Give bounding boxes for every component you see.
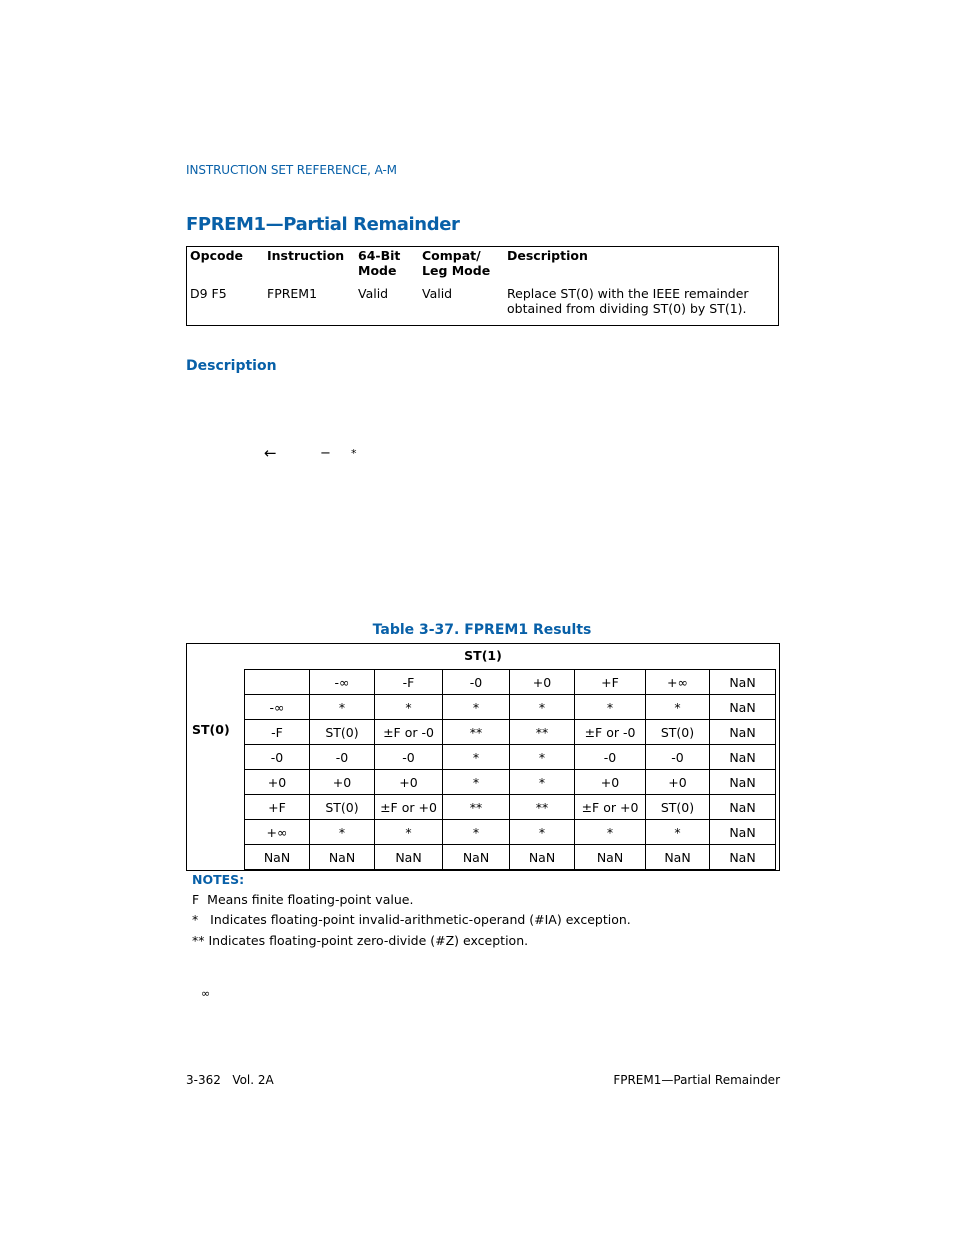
note-text: Indicates floating-point invalid-arithmetic-operand (#IA) exception. <box>210 912 631 927</box>
result-cell: -0 <box>310 745 375 770</box>
result-cell: -0 <box>443 670 510 695</box>
result-cell: ** <box>510 720 575 745</box>
result-cell: NaN <box>710 795 776 820</box>
result-cell: ±F or -0 <box>575 720 646 745</box>
result-cell: +0 <box>646 770 710 795</box>
result-cell: * <box>443 770 510 795</box>
result-cell: ** <box>510 795 575 820</box>
header-64bit-mode: 64-Bit Mode <box>358 248 401 278</box>
result-cell: * <box>575 820 646 845</box>
result-cell: NaN <box>710 820 776 845</box>
result-cell: -0 <box>575 745 646 770</box>
note-text: Indicates floating-point zero-divide (#Z) exception. <box>208 933 529 948</box>
result-cell: * <box>646 820 710 845</box>
st0-label: ST(0) <box>192 722 230 737</box>
cell-description: Replace ST(0) with the IEEE remainder obtained from dividing ST(0) by ST(1). <box>507 286 749 316</box>
running-header: INSTRUCTION SET REFERENCE, A-M <box>186 163 397 177</box>
cell-opcode: D9 F5 <box>190 286 227 301</box>
result-cell: * <box>510 695 575 720</box>
note-key: ** <box>192 933 205 948</box>
page-title: FPREM1—Partial Remainder <box>186 214 460 235</box>
note-text: Means finite floating-point value. <box>207 892 414 907</box>
result-cell: * <box>375 820 443 845</box>
row-header-cell <box>245 670 310 695</box>
opcode-table-row <box>187 286 779 326</box>
result-cell: ST(0) <box>310 720 375 745</box>
footer-running-title: FPREM1—Partial Remainder <box>613 1073 780 1087</box>
result-cell: +0 <box>510 670 575 695</box>
header-instruction: Instruction <box>267 248 345 263</box>
results-row <box>245 745 776 770</box>
result-cell: * <box>510 820 575 845</box>
results-row <box>245 795 776 820</box>
result-cell: ST(0) <box>310 795 375 820</box>
result-cell: +F <box>575 670 646 695</box>
st1-label: ST(1) <box>464 648 502 663</box>
result-cell: * <box>443 745 510 770</box>
result-cell: ±F or +0 <box>575 795 646 820</box>
results-row <box>245 820 776 845</box>
result-cell: * <box>510 770 575 795</box>
row-header-cell: -∞ <box>245 695 310 720</box>
description-heading: Description <box>186 358 277 374</box>
notes-title: NOTES: <box>192 872 245 887</box>
result-cell: * <box>575 695 646 720</box>
results-row <box>245 695 776 720</box>
result-cell: +0 <box>575 770 646 795</box>
results-grid <box>244 669 776 870</box>
result-cell: * <box>510 745 575 770</box>
cell-instruction: FPREM1 <box>267 286 318 301</box>
header-description: Description <box>507 248 588 263</box>
result-cell: * <box>646 695 710 720</box>
formula-arrow: ← <box>264 444 277 462</box>
opcode-table <box>186 246 779 326</box>
result-cell: NaN <box>710 770 776 795</box>
result-cell: NaN <box>710 720 776 745</box>
result-cell: -0 <box>375 745 443 770</box>
result-cell: ** <box>443 720 510 745</box>
cell-64bit-mode: Valid <box>358 286 389 301</box>
result-cell: ** <box>443 795 510 820</box>
footer-page-number: 3-362 Vol. 2A <box>186 1073 274 1087</box>
result-cell: NaN <box>443 845 510 870</box>
formula-asterisk: * <box>351 447 357 460</box>
note-item <box>192 912 631 927</box>
results-row <box>245 770 776 795</box>
result-cell: NaN <box>710 745 776 770</box>
row-header-cell: -F <box>245 720 310 745</box>
result-cell: ±F or +0 <box>375 795 443 820</box>
results-row <box>245 720 776 745</box>
result-cell: NaN <box>646 845 710 870</box>
header-compat-leg-mode: Compat/ Leg Mode <box>422 248 491 278</box>
result-cell: NaN <box>510 845 575 870</box>
result-cell: * <box>443 820 510 845</box>
result-cell: NaN <box>310 845 375 870</box>
result-cell: ST(0) <box>646 720 710 745</box>
result-cell: ±F or -0 <box>375 720 443 745</box>
note-key: * <box>192 912 199 927</box>
row-header-cell: +F <box>245 795 310 820</box>
note-key: F <box>192 892 200 907</box>
result-cell: NaN <box>710 670 776 695</box>
opcode-table-header-row <box>187 247 779 287</box>
result-cell: +0 <box>310 770 375 795</box>
formula-minus: − <box>320 446 331 461</box>
result-cell: NaN <box>710 845 776 870</box>
note-item <box>192 933 528 948</box>
row-header-cell: -0 <box>245 745 310 770</box>
result-cell: ST(0) <box>646 795 710 820</box>
result-cell: NaN <box>710 695 776 720</box>
result-cell: * <box>375 695 443 720</box>
result-cell: -F <box>375 670 443 695</box>
results-table <box>186 643 780 871</box>
result-cell: * <box>310 695 375 720</box>
result-cell: +0 <box>375 770 443 795</box>
result-cell: * <box>443 695 510 720</box>
result-cell: NaN <box>575 845 646 870</box>
results-row <box>245 845 776 870</box>
result-cell: NaN <box>375 845 443 870</box>
cell-compat-leg-mode: Valid <box>422 286 453 301</box>
results-table-caption: Table 3-37. FPREM1 Results <box>372 622 592 638</box>
row-header-cell: NaN <box>245 845 310 870</box>
result-cell: +∞ <box>646 670 710 695</box>
row-header-cell: +0 <box>245 770 310 795</box>
result-cell: * <box>310 820 375 845</box>
row-header-cell: +∞ <box>245 820 310 845</box>
note-item <box>192 892 413 907</box>
header-opcode: Opcode <box>190 248 243 263</box>
result-cell: -∞ <box>310 670 375 695</box>
infinity-symbol: ∞ <box>201 987 211 1000</box>
column-header-row <box>245 670 776 695</box>
result-cell: -0 <box>646 745 710 770</box>
